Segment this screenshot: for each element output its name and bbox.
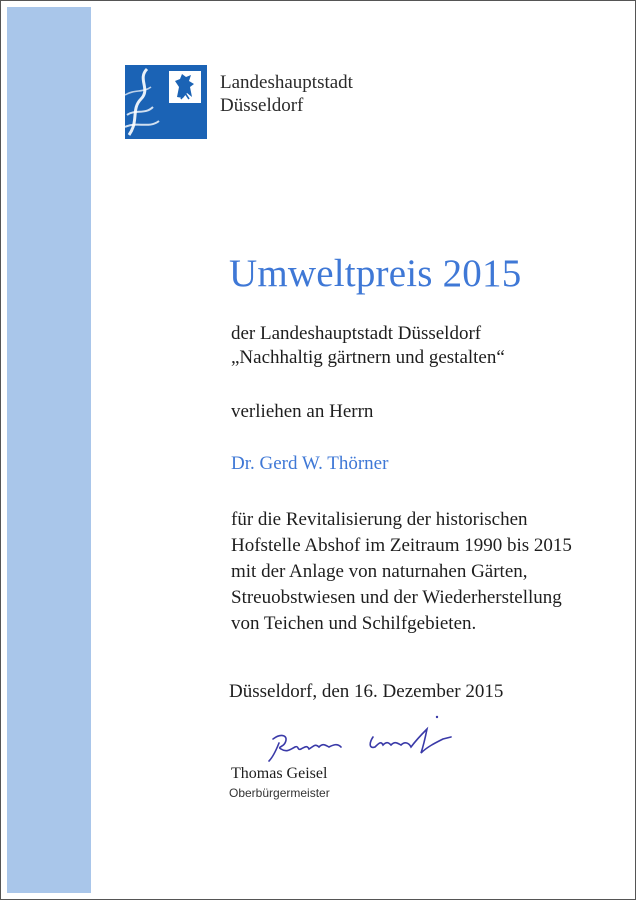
subtitle-line-1: der Landeshauptstadt Düsseldorf — [231, 323, 482, 344]
reason-line: für die Revitalisierung der historischen — [231, 509, 528, 530]
recipient-name: Dr. Gerd W. Thörner — [231, 453, 389, 474]
certificate-title: Umweltpreis 2015 — [229, 252, 522, 295]
signature-icon — [251, 713, 471, 765]
issuer-line-2: Düsseldorf — [220, 95, 304, 116]
awarded-to-text: verliehen an Herrn — [231, 401, 374, 422]
certificate-subtitle — [231, 322, 505, 370]
issuer-name — [220, 71, 353, 117]
city-logo-icon — [125, 65, 207, 139]
signer-name: Thomas Geisel — [231, 765, 328, 782]
reason-line: von Teichen und Schilfgebieten. — [231, 613, 477, 634]
side-band — [7, 7, 91, 893]
award-reason — [231, 507, 572, 637]
reason-line: mit der Anlage von naturnahen Gärten, — [231, 561, 528, 582]
reason-line: Streuobstwiesen und der Wiederherstellung — [231, 587, 562, 608]
reason-line: Hofstelle Abshof im Zeitraum 1990 bis 2015 — [231, 535, 572, 556]
subtitle-line-2: „Nachhaltig gärtnern und gestalten“ — [231, 347, 505, 368]
signer-role: Oberbürgermeister — [229, 786, 330, 800]
issuer-line-1: Landeshauptstadt — [220, 72, 353, 93]
place-date: Düsseldorf, den 16. Dezember 2015 — [229, 681, 504, 702]
